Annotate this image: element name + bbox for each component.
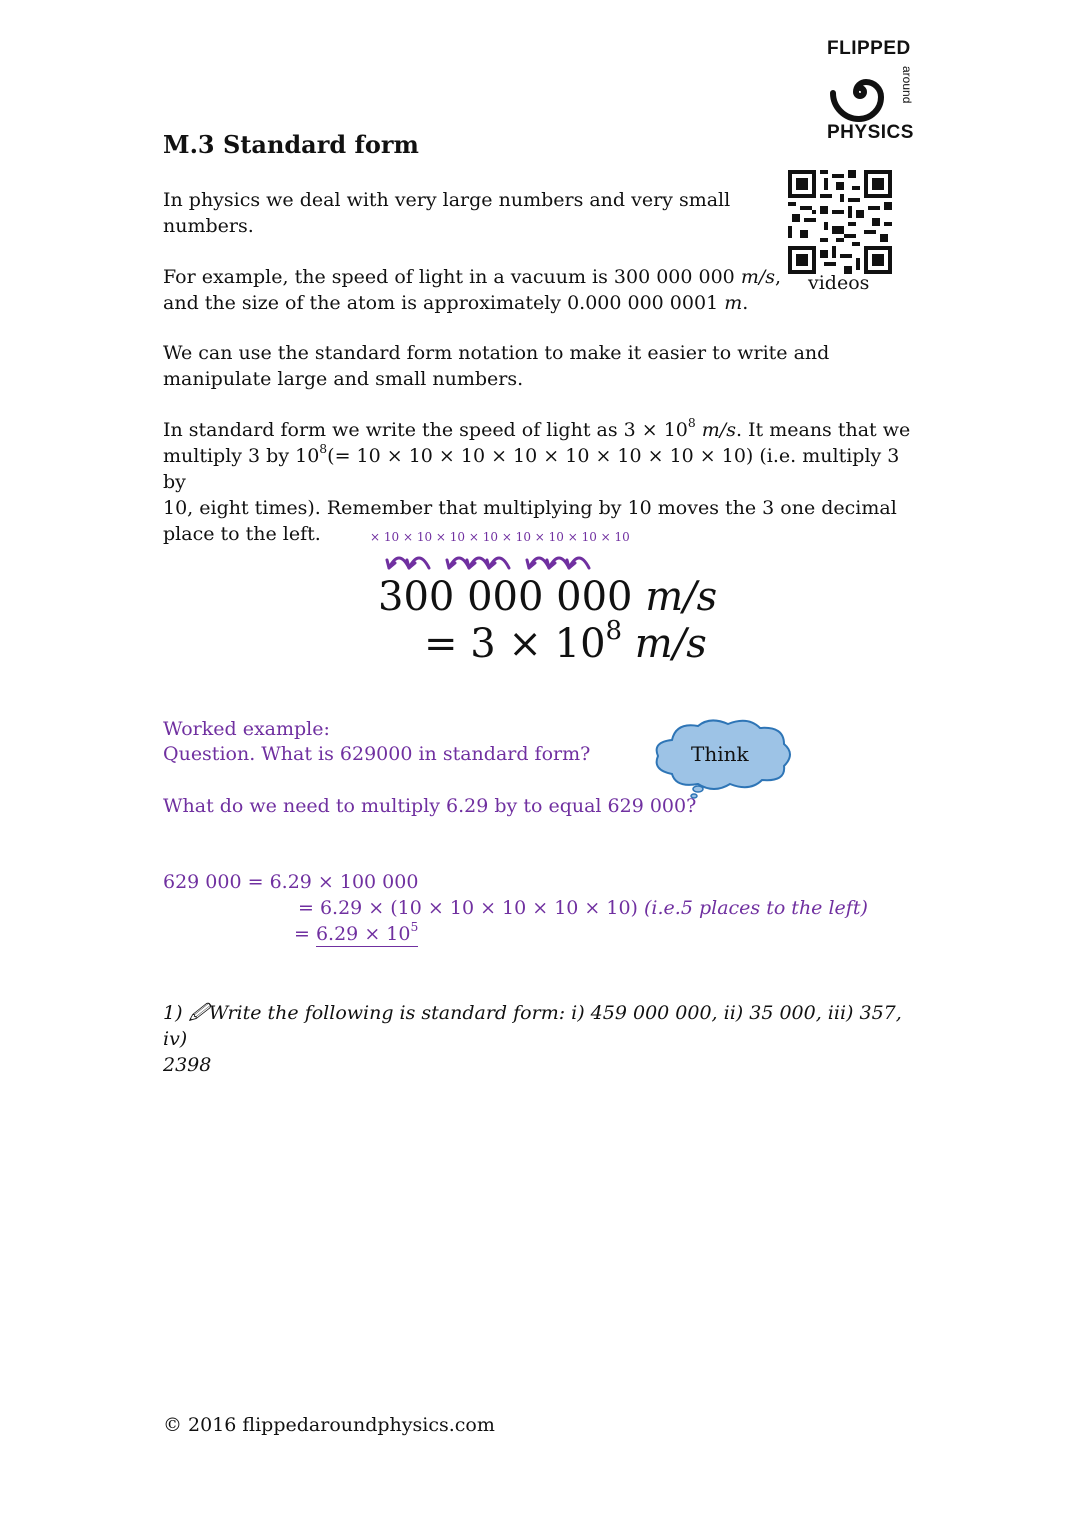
paragraph-standard-form: We can use the standard form notation to make it easier to write and manipulate large and small numbers. (163, 342, 830, 390)
exercise-line-1: 1) 🖉Write the following is standard form: i) 459 000 000, ii) 35 000, iii) 357, iv) (163, 1002, 902, 1050)
paragraph-example-line-2: and the size of the atom is approximately 0.000 000 0001 m. (163, 292, 749, 314)
paragraph-sol-line-1: In standard form we write the speed of light as $3 \times 10^8$ m/s. It means that we (163, 415, 911, 441)
big-result-line: = $3 \times 10^8$ m/s (424, 615, 707, 667)
think-label: Think (691, 742, 749, 766)
paragraph-speed-of-light (163, 417, 923, 547)
paragraph-example-line-1: For example, the speed of light in a vacuum is 300 000 000 m/s, (163, 266, 782, 288)
paragraph-intro: In physics we deal with very large numbers and very small numbers. (163, 189, 731, 237)
qr-code[interactable] (788, 170, 892, 274)
solution-answer: $6.29 \times 10^5$ (315, 919, 419, 945)
logo (820, 38, 920, 148)
solution-line-1: 629 000 = 6.29 × 100 000 (163, 871, 419, 893)
paragraph-sol-line-2: multiply 3 by $10^8(= 10 \times 10 \times 10 \times 10 \times 10 \times 10 \times 10 \times 10)$ (i.e. multiply 3 by (163, 441, 900, 493)
worked-example-question: Question. What is 629000 in standard form? (163, 743, 591, 765)
exercise-question (163, 1000, 923, 1078)
worked-example-prompt: What do we need to multiply 6.29 by to equal 629 000? (163, 795, 697, 817)
exercise-line-2: 2398 (163, 1054, 212, 1076)
solution-line-3: = $6.29 \times 10^5$ (294, 919, 419, 945)
logo-text-flipped: FLIPPED (827, 38, 911, 59)
paragraph-sol-line-4: place to the left. (163, 523, 321, 545)
logo-text-around: around (900, 66, 914, 104)
logo-text-physics: PHYSICS (827, 122, 914, 143)
big-number-line: 300 000 000 m/s (378, 574, 718, 620)
solution-line-2: = 6.29 × (10 × 10 × 10 × 10 × 10) (i.e.5 places to the left) (298, 897, 868, 919)
paragraph-sol-line-3: 10, eight times). Remember that multiplying by 10 moves the 3 one decimal (163, 497, 897, 519)
page-title: M.3 Standard form (163, 130, 419, 159)
paragraph-example (163, 264, 803, 316)
arrow-multiplier-labels: × 10 × 10 × 10 × 10 × 10 × 10 × 10 × 10 (370, 530, 630, 544)
worked-example-heading: Worked example: (163, 718, 330, 740)
curved-arrows-icon (385, 546, 625, 576)
spiral-icon (830, 62, 890, 122)
footer-copyright: © 2016 flippedaroundphysics.com (163, 1414, 495, 1436)
qr-code-icon (788, 170, 892, 274)
qr-label: videos (808, 272, 870, 294)
